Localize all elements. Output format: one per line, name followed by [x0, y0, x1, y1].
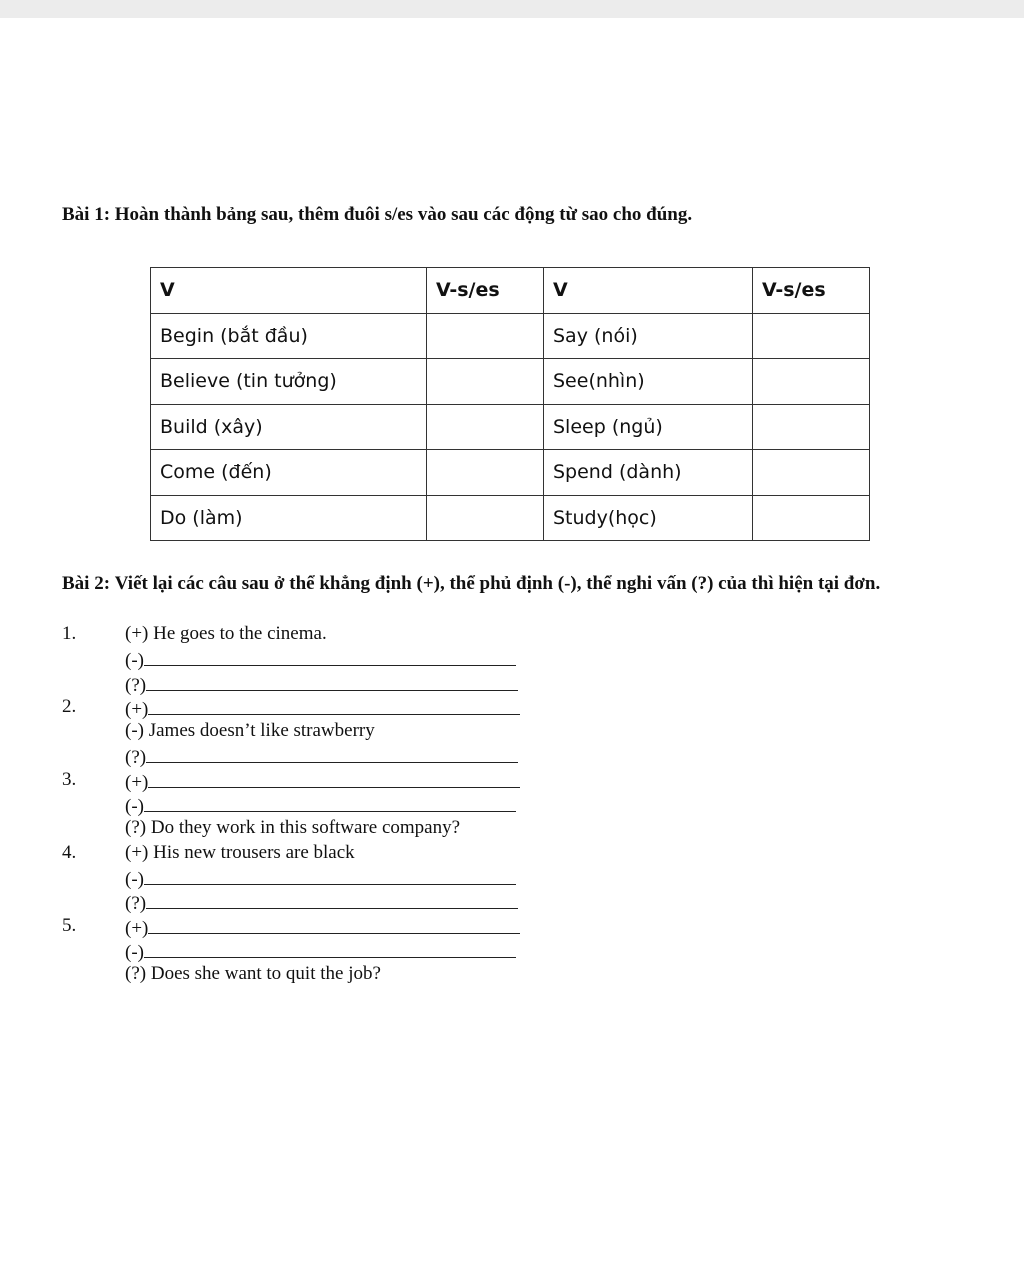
exercise-2-instruction: Viết lại các câu sau ở thể khẳng định (+), thể phủ định (-), thể nghi vấn (?) của thì hiện tại đơn.: [114, 573, 881, 594]
sentence-text: James doesn’t like strawberry: [143, 720, 375, 742]
answer-cell[interactable]: [753, 359, 870, 405]
sentence-text: Does she want to quit the job?: [146, 963, 381, 985]
item-number: 2.: [62, 695, 77, 717]
sentence-marker: (+): [125, 917, 149, 939]
header-cell: V: [151, 268, 427, 314]
exercise-2-title: [62, 573, 942, 595]
line-content: [125, 695, 520, 722]
answer-cell[interactable]: [753, 495, 870, 541]
verb-cell: Sleep (ngủ): [544, 404, 753, 450]
table-row: [151, 404, 870, 450]
line-content: [125, 865, 516, 892]
exercise-2-label: Bài 2:: [62, 573, 111, 594]
answer-blank[interactable]: [146, 743, 518, 763]
item-number: 4.: [62, 841, 77, 863]
answer-cell[interactable]: [427, 450, 544, 496]
answer-blank[interactable]: [148, 695, 520, 715]
line-content: [125, 938, 516, 965]
answer-blank[interactable]: [144, 938, 516, 958]
verb-cell: Do (làm): [151, 495, 427, 541]
exercise-1-title: [62, 204, 692, 226]
line-content: [125, 914, 520, 941]
verb-cell: Spend (dành): [544, 450, 753, 496]
sentence-marker: (+): [125, 771, 149, 793]
sentence-marker: (-): [125, 796, 144, 818]
verb-cell: Study(học): [544, 495, 753, 541]
item-number: 1.: [62, 623, 77, 644]
line-content: [125, 962, 381, 986]
table-row: [151, 359, 870, 405]
exercise-1-label: Bài 1:: [62, 204, 111, 225]
sentence-marker: (-): [125, 868, 144, 890]
answer-blank[interactable]: [148, 768, 520, 788]
line-content: [125, 671, 518, 698]
header-cell: V: [544, 268, 753, 314]
answer-blank[interactable]: [146, 889, 518, 909]
verb-cell: See(nhìn): [544, 359, 753, 405]
sentence-marker: (-): [125, 941, 144, 963]
verb-cell: Say (nói): [544, 313, 753, 359]
answer-blank[interactable]: [144, 646, 516, 666]
sentence-marker: (?): [125, 674, 147, 696]
answer-cell[interactable]: [427, 404, 544, 450]
answer-cell[interactable]: [753, 450, 870, 496]
sentence-marker: (-): [125, 720, 144, 742]
sentence-text: He goes to the cinema.: [148, 623, 327, 644]
sentence-marker: (+): [125, 698, 149, 720]
answer-cell[interactable]: [427, 359, 544, 405]
line-content: [125, 816, 460, 840]
sentence-marker: (+): [125, 623, 149, 644]
line-content: [125, 841, 355, 865]
sentence-text: His new trousers are black: [148, 841, 355, 863]
sentence-marker: (?): [125, 747, 147, 769]
answer-cell[interactable]: [427, 313, 544, 359]
verb-table: [150, 267, 870, 541]
sentence-marker: (-): [125, 650, 144, 672]
verb-cell: Begin (bắt đầu): [151, 313, 427, 359]
table-row: [151, 450, 870, 496]
sentence-marker: (+): [125, 841, 149, 863]
table-row: [151, 313, 870, 359]
table-header-row: [151, 268, 870, 314]
line-content: [125, 792, 516, 819]
item-number: 5.: [62, 914, 77, 936]
sentence-marker: (?): [125, 963, 147, 985]
item-number: 3.: [62, 768, 77, 790]
line-content: [125, 889, 518, 916]
verb-cell: Believe (tin tưởng): [151, 359, 427, 405]
sentence-text: Do they work in this software company?: [146, 817, 461, 839]
verb-cell: Build (xây): [151, 404, 427, 450]
verb-cell: Come (đến): [151, 450, 427, 496]
answer-blank[interactable]: [144, 865, 516, 885]
top-strip: [0, 0, 1024, 18]
sentence-marker: (?): [125, 817, 147, 839]
line-content: [125, 622, 327, 646]
sentence-marker: (?): [125, 893, 147, 915]
line-content: [125, 719, 375, 743]
answer-cell[interactable]: [753, 404, 870, 450]
answer-cell[interactable]: [753, 313, 870, 359]
line-content: [125, 646, 516, 673]
answer-blank[interactable]: [146, 671, 518, 691]
answer-cell[interactable]: [427, 495, 544, 541]
exercise-1-instruction: Hoàn thành bảng sau, thêm đuôi s/es vào sau các động từ sao cho đúng.: [114, 204, 693, 225]
header-cell: V-s/es: [753, 268, 870, 314]
line-content: [125, 743, 518, 770]
line-content: [125, 768, 520, 795]
table-row: [151, 495, 870, 541]
answer-blank[interactable]: [144, 792, 516, 812]
header-cell: V-s/es: [427, 268, 544, 314]
answer-blank[interactable]: [148, 914, 520, 934]
